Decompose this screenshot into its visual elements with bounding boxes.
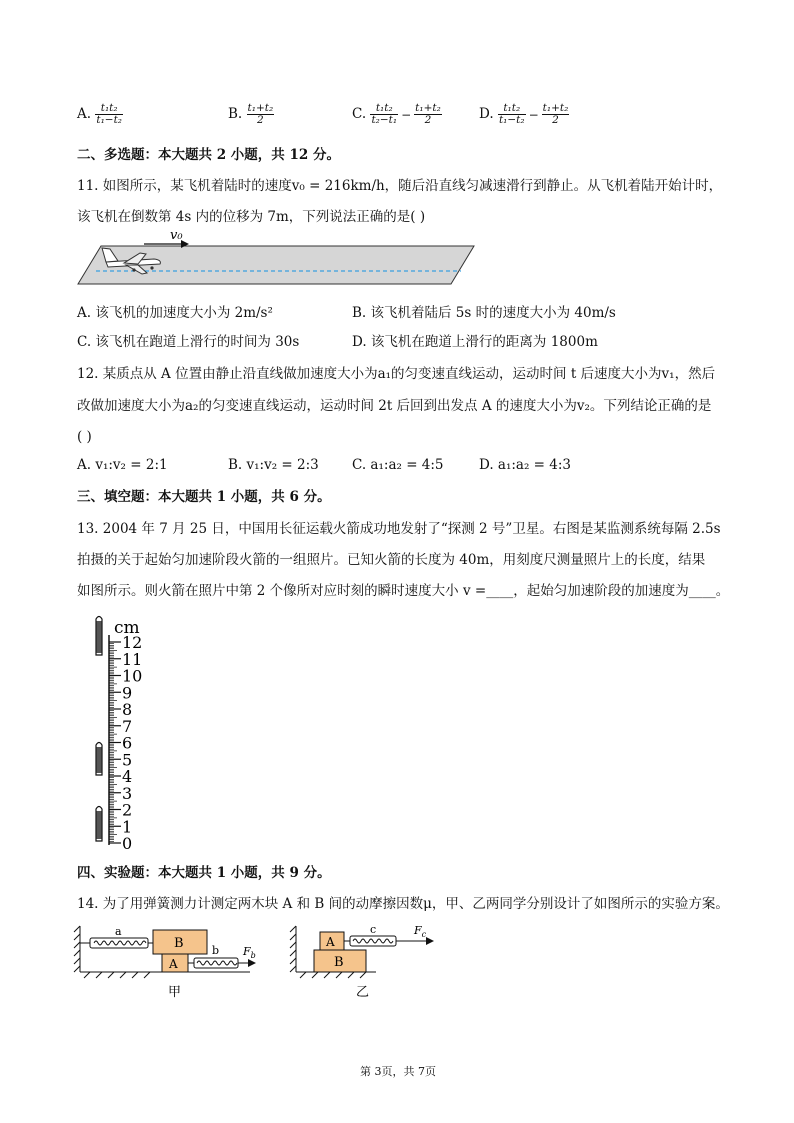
q13-text-line1: 13. 2004 年 7 月 25 日，中国用长征运载火箭成功地发射了“探测 2 号”卫星。右图是某监测系统每隔 2.5s (77, 521, 721, 537)
minus-sign: − (401, 107, 412, 122)
q12-text-line3: ( ) (77, 429, 92, 445)
fraction: $\frac{\text{t₁t₂}}{\text{t₂−t₁}}$ (371, 102, 398, 126)
ruler-label: 3 (122, 783, 133, 803)
q12-option-c: C. a₁:a₂ = 4:5 (352, 457, 444, 473)
ruler-label: 11 (122, 649, 143, 669)
ruler-label: 9 (122, 683, 133, 703)
ruler-label: 10 (122, 666, 143, 686)
force-fb-label: $F_b$ (243, 945, 256, 960)
rocket-image-2-icon (96, 743, 102, 776)
ruler-label: 0 (122, 834, 133, 853)
q10-option-c (352, 103, 442, 126)
section-header: 二、多选题：本大题共 2 小题，共 12 分。 (77, 147, 340, 163)
spring-a-label: a (115, 925, 122, 938)
ruler-unit-label: cm (114, 618, 140, 638)
spring-scale-c (344, 936, 434, 946)
fraction: $\frac{\text{t₁+t₂}}{2}$ (542, 102, 569, 126)
page-footer: 第 3页，共 7页 (360, 1065, 436, 1078)
ruler-label: 5 (122, 750, 133, 770)
q11-option-c: C. 该飞机在跑道上滑行的时间为 30s (77, 334, 300, 350)
q10-option-b (228, 103, 274, 126)
fraction: $\frac{\text{t₁t₂}}{\text{t₁−t₂}}$ (498, 102, 525, 126)
figure-caption-jia: 甲 (168, 985, 182, 1000)
q11-option-d: D. 该飞机在跑道上滑行的距离为 1800m (352, 334, 598, 350)
section-header: 三、填空题：本大题共 1 小题，共 6 分。 (77, 489, 331, 505)
option-label: B. (228, 106, 243, 122)
q10-option-d (479, 103, 569, 126)
figure-caption-yi: 乙 (356, 985, 370, 1000)
rocket-image-3-icon (96, 807, 102, 842)
q14-text-line1: 14. 为了用弹簧测力计测定两木块 A 和 B 间的动摩擦因数μ，甲、乙两同学分别设计了如图所示的实验方案。 (77, 896, 729, 912)
q10-option-a (77, 103, 123, 126)
option-label: C. (352, 106, 367, 122)
ruler-labels (122, 633, 142, 853)
q11-text-line1: 11. 如图所示，某飞机着陆时的速度v₀ = 216km/h，随后沿直线匀减速滑行到静止。从飞机着陆开始计时， (77, 178, 723, 194)
q13-text-line3: 如图所示。则火箭在照片中第 2 个像所对应时刻的瞬时速度大小 v =____，起始匀加速阶段的加速度为____。 (77, 583, 730, 599)
q12-text-line1: 12. 某质点从 A 位置由静止沿直线做加速度大小为a₁的匀变速直线运动，运动时间 t 后速度大小为v₁，然后 (77, 366, 716, 382)
q11-text-line2: 该飞机在倒数第 4s 内的位移为 7m，下列说法正确的是( ) (77, 209, 426, 225)
force-fc-label: $F_c$ (414, 924, 427, 939)
spring-scale-b (188, 958, 256, 968)
block-b-label: B (174, 936, 184, 951)
fraction: $\frac{\text{t₁+t₂}}{2}$ (247, 102, 274, 126)
q11-option-a: A. 该飞机的加速度大小为 2m/s² (77, 305, 273, 321)
option-label: A. (77, 106, 92, 122)
v0-label: v₀ (170, 228, 183, 243)
airplane-runway-diagram (76, 226, 476, 288)
experiment-figure-yi (286, 922, 446, 1000)
ruler-ticks (109, 642, 121, 843)
block-a-label: A (169, 957, 178, 971)
floor (296, 972, 376, 978)
floor (80, 972, 250, 978)
ruler-label: 12 (122, 633, 143, 652)
block-b-label: B (334, 955, 344, 970)
ruler-label: 7 (122, 716, 133, 736)
rocket-image-1-icon (96, 617, 102, 656)
option-label: D. (479, 106, 494, 122)
ruler-label: 2 (122, 800, 133, 820)
ruler-label: 1 (122, 817, 133, 837)
ruler-label: 6 (122, 733, 133, 753)
wall-hatch (290, 926, 296, 972)
q12-option-a: A. v₁:v₂ = 2:1 (77, 457, 168, 473)
wall-hatch (74, 926, 80, 972)
q12-text-line2: 改做加速度大小为a₂的匀变速直线运动，运动时间 2t 后回到出发点 A 的速度大小为v₂。下列结论正确的是 (77, 398, 712, 414)
spring-b-label: b (212, 944, 220, 957)
block-a-label: A (326, 935, 335, 949)
fraction: $\frac{\text{t₁t₂}}{\text{t₁−t₂}}$ (96, 102, 122, 126)
q12-option-d: D. a₁:a₂ = 4:3 (479, 457, 572, 473)
ruler-label: 8 (122, 700, 133, 719)
q11-option-b: B. 该飞机着陆后 5s 时的速度大小为 40m/s (352, 305, 616, 321)
spring-scale-a (80, 938, 153, 948)
minus-sign: − (528, 107, 539, 122)
spring-c-label: c (370, 923, 377, 936)
fraction: $\frac{\text{t₁+t₂}}{2}$ (415, 102, 441, 126)
section-header: 四、实验题：本大题共 1 小题，共 9 分。 (77, 865, 331, 881)
q12-option-b: B. v₁:v₂ = 2:3 (228, 457, 319, 473)
experiment-figure-jia (70, 922, 280, 1000)
ruler-label: 4 (122, 767, 133, 786)
rocket-ruler-diagram (88, 615, 168, 855)
q13-text-line2: 拍摄的关于起始匀加速阶段火箭的一组照片。已知火箭的长度为 40m，用刻度尺测量照片上的长度，结果 (77, 552, 706, 568)
